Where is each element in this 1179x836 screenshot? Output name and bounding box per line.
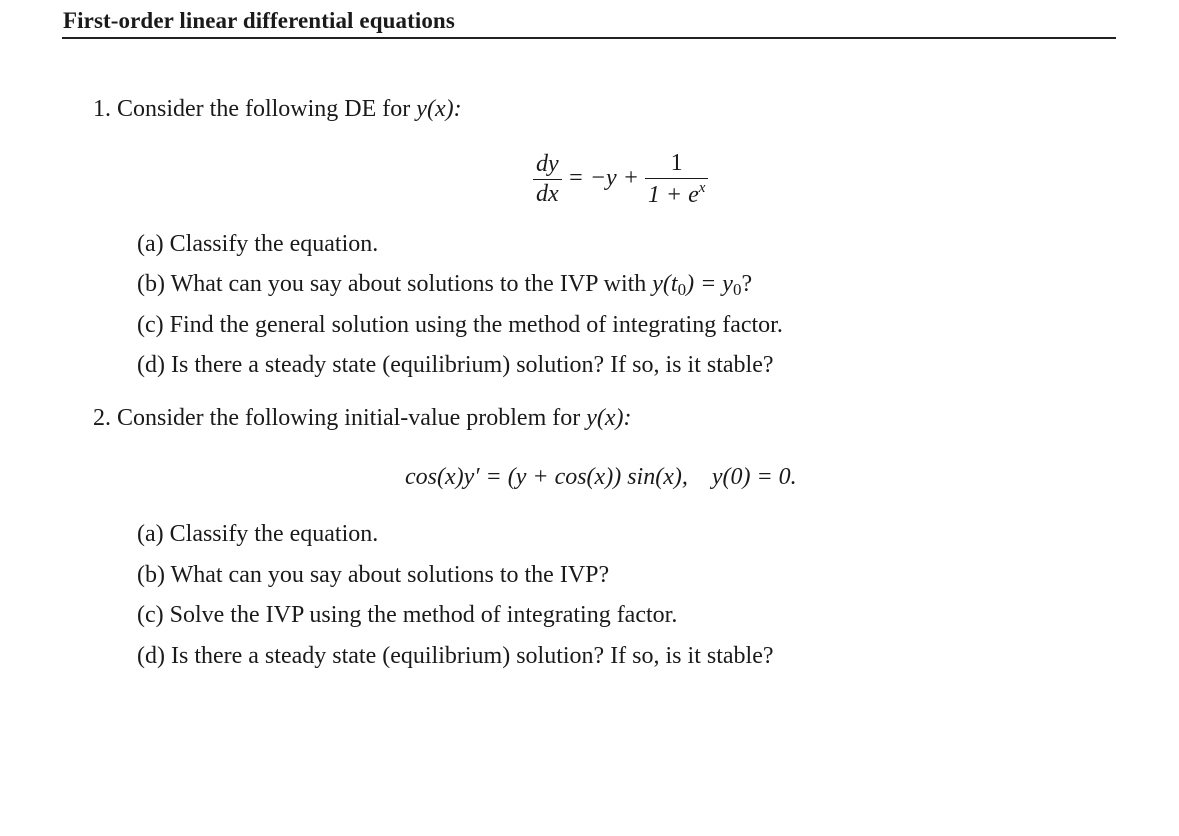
- problem-1-part-a: [137, 231, 378, 258]
- part-label: (d): [137, 352, 165, 378]
- part-label: (b): [137, 271, 165, 297]
- part-label: (b): [137, 562, 165, 588]
- denominator-base: 1 + e: [647, 182, 699, 208]
- problem-2-intro: [93, 405, 632, 432]
- part-label: (a): [137, 521, 164, 547]
- derivative-fraction: [533, 151, 562, 208]
- title-underline: [62, 37, 1116, 39]
- problem-2-part-a: [137, 521, 378, 548]
- part-text: What can you say about solutions to the IVP?: [170, 562, 610, 588]
- problem-intro-text: Consider the following DE for: [117, 96, 411, 122]
- page-title: First-order linear differential equations: [63, 8, 455, 33]
- fraction-denominator: [645, 179, 709, 209]
- fraction-numerator: 1: [670, 150, 683, 176]
- problem-1-part-d: [137, 352, 774, 379]
- problem-1-part-c: [137, 312, 783, 339]
- part-label: (c): [137, 602, 164, 628]
- problem-2-part-b: [137, 562, 609, 589]
- part-text: What can you say about solutions to the IVP with: [170, 271, 647, 297]
- part-text: Is there a steady state (equilibrium) solution? If so, is it stable?: [170, 643, 774, 669]
- fraction-numerator: dy: [536, 151, 559, 177]
- part-text: Solve the IVP using the method of integrating factor.: [169, 602, 678, 628]
- part-label: (a): [137, 231, 164, 257]
- problem-2-part-d: [137, 643, 774, 670]
- part-text: Classify the equation.: [169, 521, 379, 547]
- problem-2-part-c: [137, 602, 677, 629]
- problem-1-equation: [533, 150, 708, 209]
- denominator-exponent: x: [698, 180, 706, 196]
- problem-intro-text: Consider the following initial-value problem for: [117, 405, 581, 431]
- part-text: Is there a steady state (equilibrium) solution? If so, is it stable?: [170, 352, 774, 378]
- problem-number: 2.: [93, 405, 111, 431]
- part-label: (d): [137, 643, 165, 669]
- part-text: Classify the equation.: [169, 231, 379, 257]
- part-text: Find the general solution using the method of integrating factor.: [169, 312, 783, 338]
- problem-intro-var: y(x):: [586, 405, 632, 431]
- rhs-fraction: [645, 150, 709, 209]
- problem-intro-var: y(x):: [416, 96, 462, 122]
- part-math: $y(t_0) = y_0$?: [652, 271, 753, 299]
- problem-1-part-b: [137, 271, 752, 300]
- equation-middle: = −y +: [567, 165, 639, 192]
- problem-1-intro: [93, 96, 462, 123]
- problem-2-equation: cos(x)y′ = (y + cos(x)) sin(x), y(0) = 0.: [405, 464, 797, 490]
- fraction-denominator: dx: [536, 181, 559, 207]
- part-label: (c): [137, 312, 164, 338]
- problem-number: 1.: [93, 96, 111, 122]
